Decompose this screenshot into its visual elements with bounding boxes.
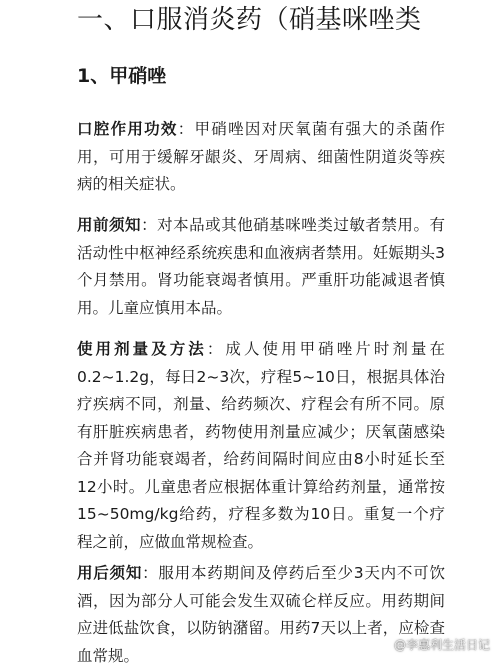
label-separator: ： (206, 340, 226, 358)
section-heading: 1、甲硝唑 (77, 65, 167, 87)
paragraph-precautions-before (77, 212, 445, 322)
paragraph-label: 口腔作用功效 (77, 120, 178, 138)
paragraph-label: 用后须知 (77, 564, 143, 582)
paragraph-oral-effect (77, 116, 445, 199)
paragraph-text: 成人使用甲硝唑片时剂量在0.2~1.2g，每日2~3次，疗程5~10日，根据具体治疗疾病不同，剂量、给药频次、疗程会有所不同。原有肝脏疾病患者，药物使用剂量应减少；厌氧菌感染合并肾功能衰竭者，给药间隔时间应由8小时延长至12小时。儿童患者应根据体重计算给药剂量，通常按15~50mg/kg给药，疗程多数为10日。重复一个疗程之前，应做血常规检查。 (77, 340, 445, 551)
label-separator: ： (177, 120, 195, 138)
watermark-text: @李惠利生活日记 (393, 638, 490, 652)
paragraph-label: 用前须知 (77, 216, 142, 234)
paragraph-label: 使用剂量及方法 (77, 340, 207, 358)
paragraph-text: 服用本药期间及停药后至少3天内不可饮酒，因为部分人可能会发生双硫仑样反应。用药期间应进低盐饮食，以防钠潴留。用药7天以上者，应检查血常规。 (77, 564, 445, 665)
paragraph-precautions-after (77, 560, 445, 670)
paragraph-dosage (77, 336, 445, 556)
label-separator: ： (142, 564, 159, 582)
page-title: 一、口服消炎药（硝基咪唑类 (77, 5, 422, 35)
paragraph-text: 对本品或其他硝基咪唑类过敏者禁用。有活动性中枢神经系统疾患和血液病者禁用。妊娠期头3个月禁用。肾功能衰竭者慎用。严重肝功能减退者慎用。儿童应慎用本品。 (77, 216, 445, 317)
paragraph-text: 甲硝唑因对厌氧菌有强大的杀菌作用，可用于缓解牙龈炎、牙周病、细菌性阴道炎等疾病的相关症状。 (77, 120, 445, 193)
label-separator: ： (141, 216, 158, 234)
